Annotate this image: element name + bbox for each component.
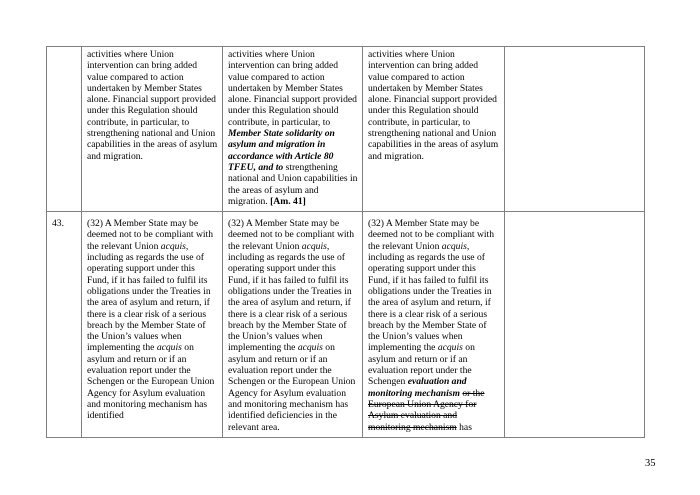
- text-segment: activities where Union intervention can bring added value compared to action undertaken by Member States alone. Financial support provided under this Regulation should contribute, in particular, to: [228, 49, 357, 128]
- table-row: [47, 47, 645, 212]
- inserted-text: evaluation and monitoring mechanism: [368, 376, 467, 399]
- parliament-text-cell: [223, 47, 363, 212]
- italic-term: acquis: [441, 240, 467, 252]
- table-row: [47, 212, 645, 438]
- italic-term: acquis: [301, 240, 327, 252]
- italic-term: acquis: [156, 342, 182, 354]
- parliament-text-cell: [223, 212, 363, 438]
- italic-term: acquis: [297, 342, 323, 354]
- council-text-cell: [363, 212, 505, 438]
- italic-term: acquis: [437, 342, 463, 354]
- text-segment: (32) A Member State may be deemed not to be compliant with the relevant Union: [87, 218, 214, 252]
- text-segment: (32) A Member State may be deemed not to be compliant with the relevant Union: [368, 218, 495, 252]
- amendment-reference: [Am. 41]: [270, 195, 306, 207]
- text-segment: (32) A Member State may be deemed not to be compliant with the relevant Union: [228, 218, 355, 252]
- italic-term: acquis: [160, 240, 186, 252]
- text-segment: has: [456, 421, 472, 433]
- deleted-text: or the European Union Agency for Asylum evaluation and monitoring mechanism: [368, 387, 485, 433]
- text-segment: on asylum and return or if an evaluation report under the Schengen or the European Union Agency for Asylum evaluation and monitoring mechanism has identified deficiencies in the relevant area.: [228, 342, 356, 433]
- amendment-text: Member State solidarity on asylum and migration in accordance with Article 80 TFEU, and to: [228, 128, 335, 173]
- commission-text-cell: [82, 212, 223, 438]
- comparison-table: [46, 46, 645, 438]
- text-segment: , including as regards the use of operating support under this Fund, if it has failed to fulfil its obligations under the Treaties in the area of asylum and return, if there is a clear risk of a serious breach by the Member State of the Union’s values when implementing the: [228, 240, 352, 354]
- text-segment: , including as regards the use of operating support under this Fund, if it has failed to fulfil its obligations under the Treaties in the area of asylum and return, if there is a clear risk of a serious breach by the Member State of the Union’s values when implementing the: [368, 240, 492, 354]
- comments-cell: [505, 47, 645, 212]
- council-text-cell: activities where Union intervention can bring added value compared to action undertaken by Member States alone. Financial support provided under this Regulation should contribute, in particular, to strengthening national and Union capabilities in the areas of asylum and migration.: [363, 47, 505, 212]
- comments-cell: [505, 212, 645, 438]
- text-segment: on asylum and return or if an evaluation report under the Schengen or the European Union Agency for Asylum evaluation and monitoring mechanism has identified: [87, 342, 215, 422]
- text-segment: on asylum and return or if an evaluation report under the Schengen: [368, 342, 475, 388]
- text-segment: , including as regards the use of operating support under this Fund, if it has failed to fulfil its obligations under the Treaties in the area of asylum and return, if there is a clear risk of a serious breach by the Member State of the Union’s values when implementing the: [87, 240, 211, 354]
- page-number: 35: [645, 458, 656, 469]
- row-number-cell: [47, 47, 82, 212]
- text-segment: strengthening national and Union capabilities in the areas of asylum and migration.: [228, 161, 358, 207]
- row-number-cell: 43.: [47, 212, 82, 438]
- commission-text-cell: activities where Union intervention can bring added value compared to action undertaken by Member States alone. Financial support provided under this Regulation should contribute, in particular, to strengthening national and Union capabilities in the areas of asylum and migration.: [82, 47, 223, 212]
